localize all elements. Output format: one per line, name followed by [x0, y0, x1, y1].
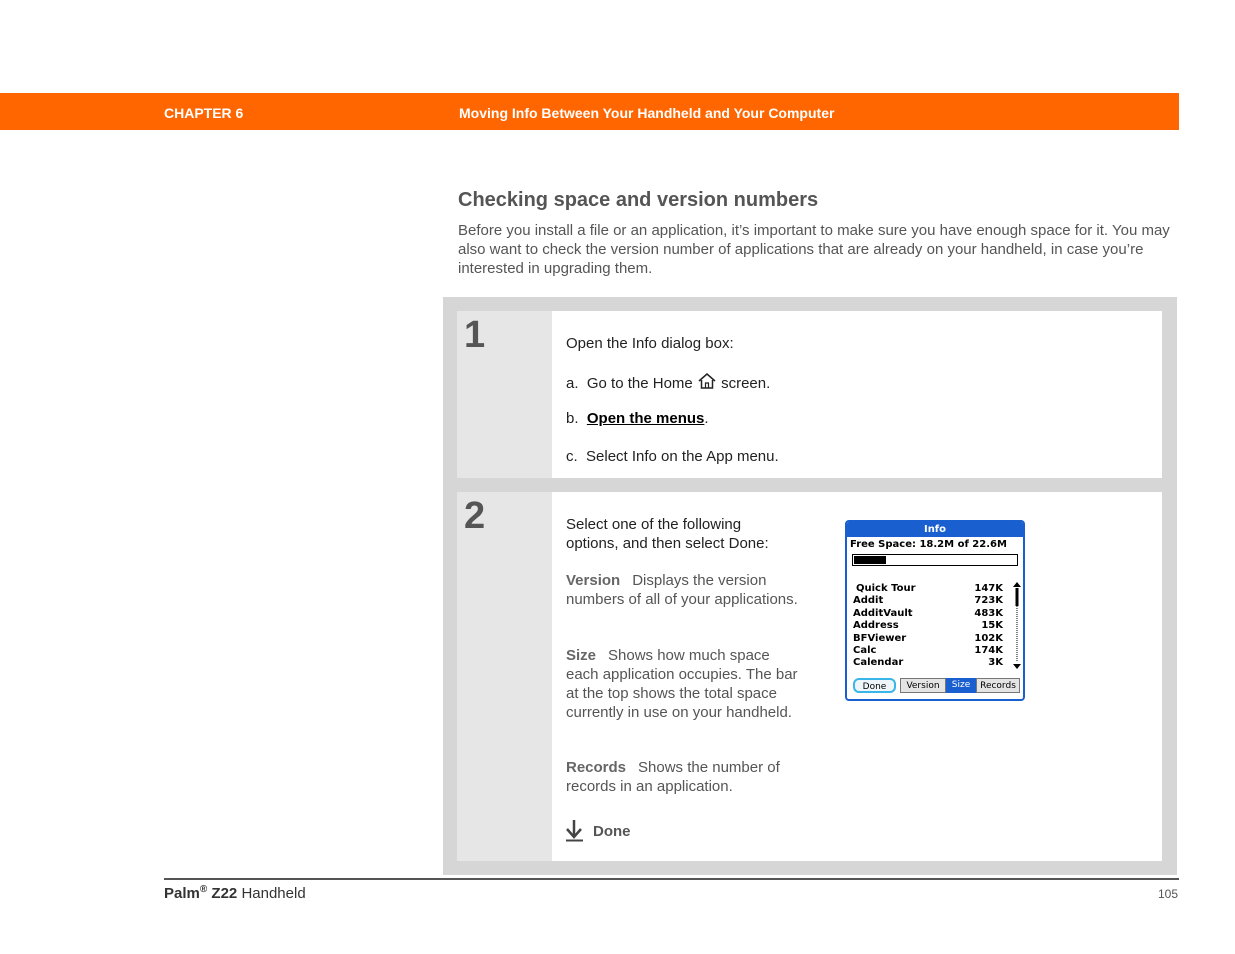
- list-item[interactable]: [853, 620, 1003, 632]
- info-dialog-screenshot: [845, 520, 1025, 701]
- step-1-lead: Open the Info dialog box:: [566, 335, 734, 352]
- item-b-period: .: [704, 410, 709, 427]
- free-space-label: Free Space: 18.2M of 22.6M: [850, 539, 1007, 550]
- option-desc: Shows how much space each application occupies. The bar at the top shows the total space currently in use on your handheld.: [566, 647, 798, 721]
- item-c-text: Select Info on the App menu.: [586, 448, 779, 465]
- step-2-lead: Select one of the following options, and then select Done:: [566, 516, 769, 552]
- app-size: 15K: [981, 620, 1003, 632]
- home-icon: [697, 372, 717, 390]
- app-size: 723K: [974, 595, 1003, 607]
- step-1-number: 1: [464, 314, 486, 356]
- list-item[interactable]: [853, 633, 1003, 645]
- option-version: [566, 571, 806, 609]
- section-title: Checking space and version numbers: [458, 189, 819, 211]
- app-size: 3K: [988, 657, 1003, 669]
- info-dialog-buttons: [851, 678, 1021, 696]
- info-dialog-title: Info: [847, 522, 1023, 537]
- option-records: [566, 758, 806, 796]
- done-label: Done: [593, 823, 631, 840]
- option-term: Version: [566, 572, 621, 589]
- option-desc: Displays the version numbers of all of your applications.: [566, 572, 798, 608]
- list-scrollbar[interactable]: [1013, 582, 1021, 670]
- app-name: Quick Tour: [856, 583, 916, 594]
- app-size: 174K: [974, 644, 1003, 656]
- item-a-text: Go to the Home: [586, 375, 693, 392]
- step-2-number-column: [457, 492, 552, 861]
- space-usage-bar: [852, 554, 1018, 566]
- item-a-text-after: screen.: [721, 375, 771, 392]
- footer-model: Z22: [211, 885, 238, 902]
- list-item[interactable]: [853, 645, 1003, 657]
- open-menus-link[interactable]: Open the menus: [586, 410, 705, 427]
- chapter-title: Moving Info Between Your Handheld and Your Computer: [459, 105, 835, 121]
- item-b-prefix: b.: [566, 410, 579, 427]
- app-size: 102K: [974, 632, 1003, 644]
- app-size-list: [853, 583, 1003, 670]
- step-2-number: 2: [464, 495, 486, 537]
- step-1-item-b: [566, 409, 709, 428]
- section-intro: Before you install a file or an application, it’s important to make sure you have enough space for it. You may also want to check the version number of applications that are already on your handheld, in case you’re interested in upgrading them.: [458, 222, 1170, 277]
- list-item[interactable]: [853, 583, 1003, 595]
- step-1-item-c: [566, 447, 779, 466]
- app-name: Calc: [853, 644, 877, 656]
- chapter-label: CHAPTER 6: [164, 105, 244, 121]
- app-size: 147K: [974, 583, 1003, 594]
- space-usage-fill: [854, 556, 886, 564]
- records-tab[interactable]: Records: [976, 678, 1020, 693]
- done-button[interactable]: Done: [853, 678, 896, 693]
- app-name: Address: [853, 620, 899, 632]
- footer-reg: ®: [199, 884, 208, 895]
- option-size: [566, 646, 801, 722]
- list-item[interactable]: [853, 595, 1003, 607]
- page-number: 105: [1157, 887, 1178, 901]
- app-name: Addit: [853, 595, 884, 607]
- option-desc: Shows the number of records in an application.: [566, 759, 780, 795]
- app-name: AdditVault: [853, 607, 913, 619]
- item-c-prefix: c.: [566, 448, 578, 465]
- footer-brand: Palm: [164, 885, 200, 902]
- option-term: Records: [566, 759, 627, 776]
- item-a-prefix: a.: [566, 375, 579, 392]
- list-item[interactable]: [853, 608, 1003, 620]
- done-arrow-icon: [566, 820, 584, 842]
- app-name: BFViewer: [853, 632, 907, 644]
- footer-rule: [164, 878, 1179, 880]
- footer-product: [164, 884, 306, 902]
- list-item[interactable]: [853, 657, 1003, 669]
- app-size: 483K: [974, 607, 1003, 619]
- app-name: Calendar: [853, 657, 904, 669]
- size-tab[interactable]: Size: [946, 678, 976, 693]
- step-1-item-a: [566, 372, 770, 393]
- version-tab[interactable]: Version: [900, 678, 946, 693]
- footer-product-name: Handheld: [241, 885, 306, 902]
- option-term: Size: [566, 647, 597, 664]
